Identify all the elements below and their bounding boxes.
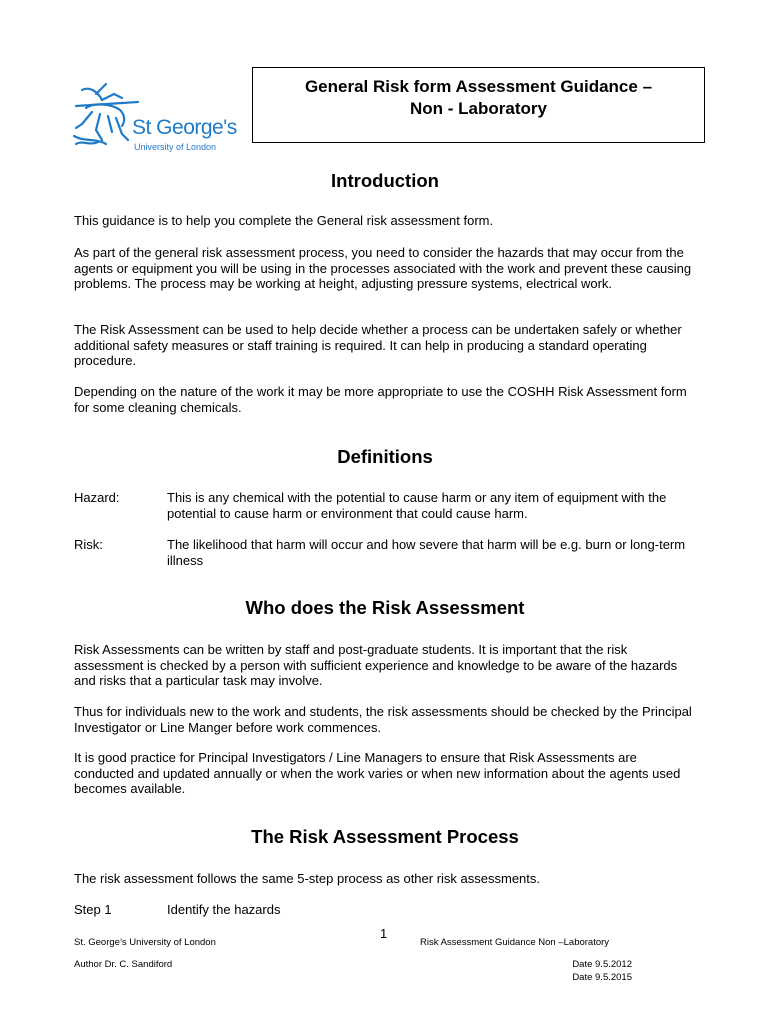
document-title-line-1: General Risk form Assessment Guidance –: [304, 77, 653, 96]
process-paragraph: The risk assessment follows the same 5-step process as other risk assessments.: [74, 871, 541, 886]
footer-date-1: Date 9.5.2012: [572, 959, 632, 970]
intro-paragraph-2: As part of the general risk assessment process, you need to consider the hazards that may occur from the agents or equipment you will be using in the processes associated with the work and prevent these causing problems. The process may be working at height, adjusting pressure systems, electrical work.: [74, 245, 692, 292]
university-logo: [72, 80, 242, 158]
process-heading: The Risk Assessment Process: [251, 826, 519, 847]
definition-term-risk: Risk:: [74, 537, 103, 552]
document-title-line-2: Non - Laboratory: [410, 99, 547, 118]
footer-date-2: Date 9.5.2015: [572, 972, 632, 983]
step-text: Identify the hazards: [167, 902, 281, 917]
page-number: 1: [380, 926, 388, 941]
definition-text-hazard: This is any chemical with the potential to cause harm or any item of equipment with the potential to cause harm or environment that could cause harm.: [167, 490, 667, 521]
logo-subtitle: University of London: [134, 142, 217, 152]
who-heading: Who does the Risk Assessment: [245, 597, 525, 618]
intro-paragraph-1: This guidance is to help you complete the General risk assessment form.: [74, 213, 494, 228]
who-paragraph-3: It is good practice for Principal Investigators / Line Managers to ensure that Risk Assessments are conducted and updated annually or when the work varies or when new information about the agents used becomes available.: [74, 750, 681, 797]
footer-institution: St. George’s University of London: [74, 937, 216, 948]
definitions-heading: Definitions: [337, 446, 433, 467]
who-paragraph-2: Thus for individuals new to the work and students, the risk assessments should be checked by the Principal Investigator or Line Manger before work commences.: [74, 704, 692, 735]
intro-paragraph-3: The Risk Assessment can be used to help decide whether a process can be undertaken safely or whether additional safety measures or staff training is required. It can help in producing a standard operating procedure.: [74, 322, 682, 369]
definition-text-risk: The likelihood that harm will occur and how severe that harm will be e.g. burn or long-term illness: [167, 537, 686, 568]
introduction-heading: Introduction: [331, 170, 439, 191]
step-label: Step 1: [74, 902, 112, 917]
logo-name: St George's: [132, 116, 237, 139]
footer-author: Author Dr. C. Sandiford: [74, 959, 173, 970]
document-title-box: [252, 67, 705, 143]
footer-document-name: Risk Assessment Guidance Non –Laboratory: [420, 937, 610, 948]
who-paragraph-1: Risk Assessments can be written by staff and post-graduate students. It is important that the risk assessment is checked by a person with sufficient experience and knowledge to be aware of the hazards and risks that a particular task may involve.: [74, 642, 678, 689]
intro-paragraph-4: Depending on the nature of the work it may be more appropriate to use the COSHH Risk Assessment form for some cleaning chemicals.: [74, 384, 687, 415]
definition-term-hazard: Hazard:: [74, 490, 120, 505]
